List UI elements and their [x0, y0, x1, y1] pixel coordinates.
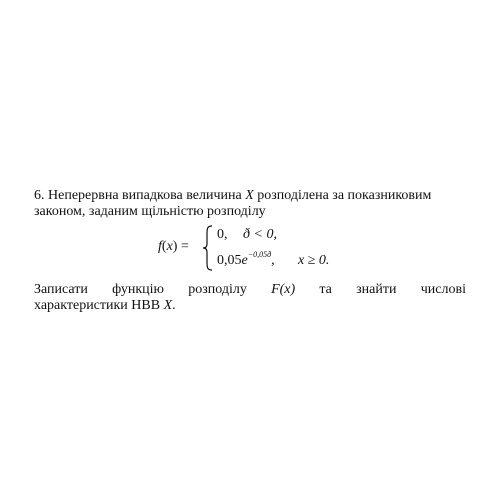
- function-F: F(x): [271, 282, 296, 297]
- line1-before: 6. Неперервна випадкова величина: [34, 188, 246, 203]
- line1-after: розподілена за показниковим: [253, 188, 432, 203]
- task-statement: [34, 282, 466, 314]
- task-line-2: характеристики НВВ X.: [34, 298, 176, 313]
- formula-lhs: f(x) =: [158, 239, 189, 254]
- problem-line-2: законом, заданим щільністю розподілу: [34, 204, 266, 219]
- variable-x: X: [245, 188, 254, 203]
- task-line-1: Записати функцію розподілу F(x) та знайти числові: [34, 282, 466, 297]
- formula-case-2: $0,05e^{-0,05ð}$, x ≥ 0.: [217, 250, 330, 268]
- left-brace-icon: [202, 225, 214, 271]
- density-formula: [158, 223, 358, 271]
- problem-line-1: [34, 188, 466, 204]
- case-1-condition: ð < 0,: [243, 227, 277, 242]
- formula-case-1: 0, ð < 0,: [217, 227, 277, 242]
- case-2-condition: x ≥ 0.: [298, 253, 330, 268]
- problem-statement: [34, 188, 466, 220]
- exponent: −0,05ð: [247, 250, 272, 259]
